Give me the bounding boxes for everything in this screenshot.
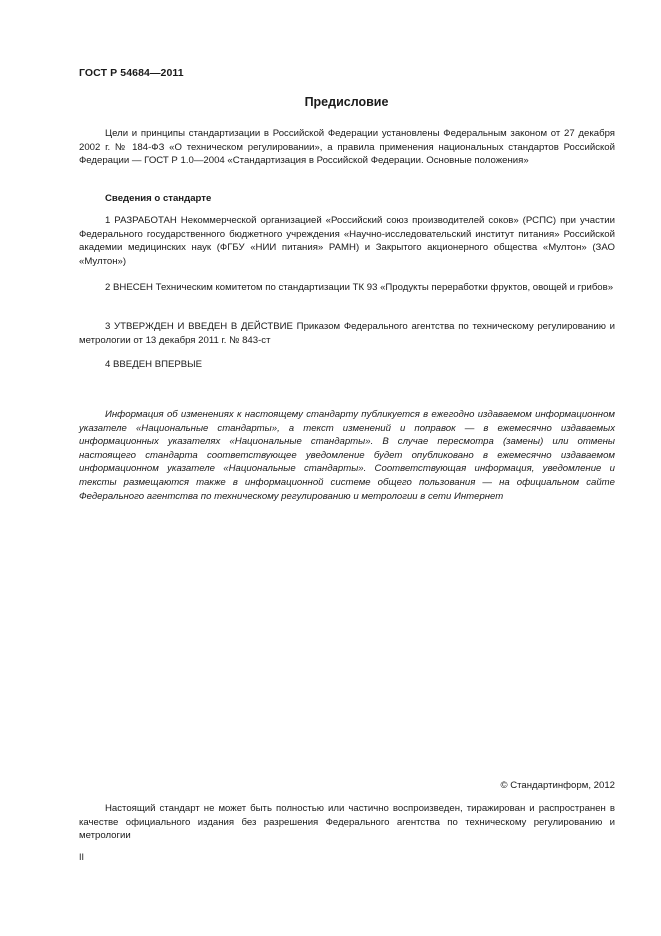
item-developed: 1 РАЗРАБОТАН Некоммерческой организацией «Российский союз производителей соков» (РСПС) при участии Федерального государственного бюджетного учреждения «Научно-исследовательский институт питания» Российской академии медицинских наук (ФГБУ «НИИ питания» РАМН) и Закрытого акционерного общества «Мултон» (ЗАО «Мултон») (79, 215, 615, 267)
section-heading: Сведения о стандарте (105, 193, 212, 204)
item-approved: 3 УТВЕРЖДЕН И ВВЕДЕН В ДЕЙСТВИЕ Приказом Федерального агентства по техническому регулированию и метрологии от 13 декабря 2011 г. № 843-ст (79, 321, 615, 346)
standard-code-header: ГОСТ Р 54684—2011 (79, 67, 184, 79)
changes-info-notice: Информация об изменениях к настоящему стандарту публикуется в ежегодно издаваемом информационном указателе «Национальные стандарты», а текст изменений и поправок — в ежемесячно издаваемых информационных указателях «Национальные стандарты». В случае пересмотра (замены) или отмены настоящего стандарта соответствующее уведомление будет опубликовано в ежемесячно издаваемом информационном указателе «Национальные стандарты». Соответствующая информация, уведомление и тексты размещаются также в информационной системе общего пользования — на официальном сайте Федерального агентства по техническому регулированию и метрологии в сети Интернет (79, 409, 615, 502)
page-number: II (79, 852, 85, 862)
legal-notice: Настоящий стандарт не может быть полностью или частично воспроизведен, тиражирован и распространен в качестве официального издания без разрешения Федерального агентства по техническому регулированию и метрологии (79, 803, 615, 842)
item-submitted: 2 ВНЕСЕН Техническим комитетом по стандартизации ТК 93 «Продукты переработки фруктов, овощей и грибов» (105, 282, 614, 293)
copyright-notice: © Стандартинформ, 2012 (500, 780, 615, 791)
intro-paragraph: Цели и принципы стандартизации в Российской Федерации установлены Федеральным законом от 27 декабря 2002 г. № 184-ФЗ «О техническом регулировании», а правила применения национальных стандартов Российской Федерации — ГОСТ Р 1.0—2004 «Стандартизация в Российской Федерации. Основные положения» (79, 128, 615, 167)
page-title: Предисловие (304, 95, 389, 109)
item-introduced: 4 ВВЕДЕН ВПЕРВЫЕ (105, 359, 203, 370)
